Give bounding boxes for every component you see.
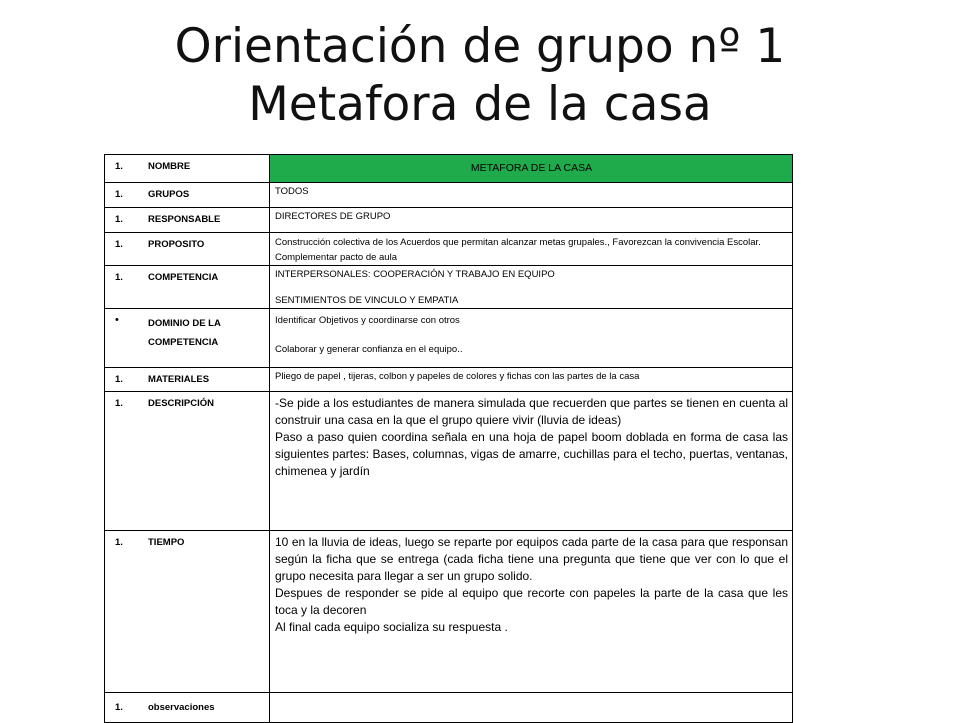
row-nombre [105, 155, 793, 183]
row-competencia [105, 266, 793, 309]
row-materiales [105, 368, 793, 392]
row-number: 1. [115, 702, 123, 713]
label-descripcion: DESCRIPCIÓN [148, 398, 214, 409]
row-dominio [105, 309, 793, 368]
title-line-1: Orientación de grupo nº 1 [174, 19, 786, 74]
row-observaciones [105, 693, 793, 723]
value-grupos: TODOS [275, 186, 309, 197]
activity-table [104, 154, 793, 723]
value-cell-descripcion [270, 392, 793, 531]
label-materiales: MATERIALES [148, 374, 210, 385]
label-nombre: NOMBRE [148, 161, 191, 172]
value-proposito-line-1: Construcción colectiva de los Acuerdos que permitan alcanzar metas grupales., Favorezcan la convivencia Escolar. [275, 237, 761, 248]
label-grupos: GRUPOS [148, 189, 190, 200]
tiempo-paragraph-1: 10 en la lluvia de ideas, luego se reparte por equipos cada parte de la casa para que responsan según la ficha que se entrega (cada ficha tiene una pregunta que tiene que ver con lo que el grupo necesita para llegar a ser un grupo solido. [275, 535, 788, 583]
label-cell [105, 531, 270, 693]
value-cell-dominio [270, 309, 793, 368]
label-observaciones: observaciones [148, 702, 215, 713]
row-number: 1. [115, 272, 123, 283]
row-number: 1. [115, 214, 123, 225]
value-cell-tiempo [270, 531, 793, 693]
value-proposito-line-2: Complementar pacto de aula [275, 252, 397, 263]
label-proposito: PROPOSITO [148, 239, 205, 250]
value-observaciones [270, 693, 792, 695]
label-responsable: RESPONSABLE [148, 214, 221, 225]
value-cell-materiales [270, 368, 793, 392]
value-cell-competencia [270, 266, 793, 309]
value-cell-nombre [270, 155, 793, 183]
row-tiempo [105, 531, 793, 693]
bullet-icon: • [115, 314, 119, 326]
label-cell [105, 233, 270, 266]
value-dominio-line-2: Colaborar y generar confianza en el equipo.. [275, 344, 463, 355]
row-number: 1. [115, 239, 123, 250]
label-cell [105, 392, 270, 531]
row-number: 1. [115, 398, 123, 409]
label-cell [105, 155, 270, 183]
label-dominio: DOMINIO DE LA COMPETENCIA [148, 318, 221, 348]
row-responsable [105, 208, 793, 233]
title-line-2: Metafora de la casa [248, 77, 712, 132]
row-number: 1. [115, 189, 123, 200]
value-cell-grupos [270, 183, 793, 208]
label-cell [105, 309, 270, 368]
label-cell [105, 693, 270, 723]
value-dominio-line-1: Identificar Objetivos y coordinarse con otros [275, 315, 460, 326]
row-descripcion [105, 392, 793, 531]
label-cell [105, 266, 270, 309]
value-cell-responsable [270, 208, 793, 233]
value-competencia-line-1: INTERPERSONALES: COOPERACIÓN Y TRABAJO EN EQUIPO [275, 269, 555, 280]
row-number: 1. [115, 161, 123, 172]
tiempo-paragraph-2: Despues de responder se pide al equipo que recorte con papeles la parte de la casa que les toca y la decoren [275, 586, 788, 617]
row-number: 1. [115, 537, 123, 548]
value-cell-proposito [270, 233, 793, 266]
tiempo-paragraph-3: Al final cada equipo socializa su respuesta . [275, 620, 508, 634]
label-cell [105, 368, 270, 392]
value-responsable: DIRECTORES DE GRUPO [275, 211, 391, 222]
descripcion-paragraph-1: -Se pide a los estudiantes de manera simulada que recuerden que partes se tienen en cuenta al construir una casa en la que el grupo quiere vivir (lluvia de ideas) [275, 396, 788, 427]
row-proposito [105, 233, 793, 266]
label-competencia: COMPETENCIA [148, 272, 219, 283]
row-grupos [105, 183, 793, 208]
row-number: 1. [115, 374, 123, 385]
value-materiales: Pliego de papel , tijeras, colbon y papeles de colores y fichas con las partes de la casa [275, 371, 640, 382]
slide-title [0, 18, 960, 134]
descripcion-paragraph-2: Paso a paso quien coordina señala en una hoja de papel boom doblada en forma de casa las siguientes partes: Bases, columnas, vigas de amarre, cuchillas para el techo, puertas, ventanas, chimenea y jardín [275, 430, 788, 478]
label-cell [105, 183, 270, 208]
value-nombre: METAFORA DE LA CASA [470, 162, 593, 174]
value-competencia-line-2: SENTIMIENTOS DE VINCULO Y EMPATIA [275, 295, 459, 306]
label-tiempo: TIEMPO [148, 537, 185, 548]
value-cell-observaciones [270, 693, 793, 723]
label-cell [105, 208, 270, 233]
